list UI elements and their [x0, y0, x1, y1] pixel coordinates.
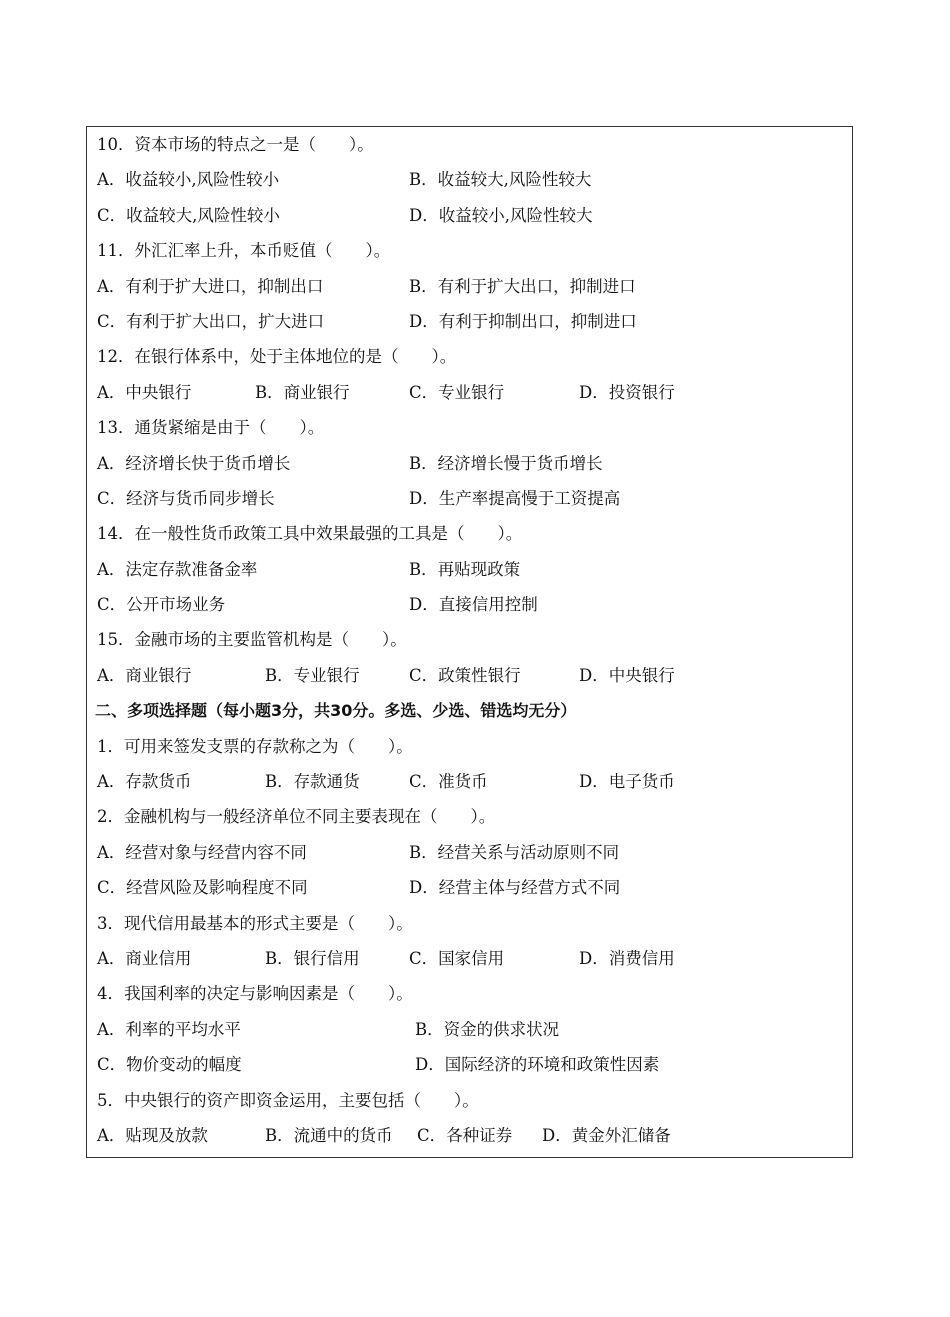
option-d[interactable]: D．消费信用: [579, 948, 675, 968]
option-c[interactable]: C．准货币: [409, 772, 488, 792]
option-b[interactable]: B．再贴现政策: [409, 559, 521, 579]
options-row: [95, 552, 845, 587]
option-a[interactable]: A．法定存款准备金率: [97, 559, 258, 579]
question-stem: 3．现代信用最基本的形式主要是（ ）。: [97, 913, 413, 933]
option-a[interactable]: A．利率的平均水平: [97, 1019, 241, 1039]
option-a[interactable]: A．经营对象与经营内容不同: [97, 842, 307, 862]
options-row: [95, 162, 845, 197]
option-a[interactable]: A．贴现及放款: [97, 1125, 208, 1145]
options-row: [95, 304, 845, 339]
options-row: [95, 587, 845, 622]
option-d[interactable]: D．黄金外汇储备: [542, 1125, 671, 1145]
options-row: [95, 481, 845, 516]
option-d[interactable]: D．投资银行: [579, 382, 675, 402]
option-c[interactable]: C．有利于扩大出口，扩大进口: [97, 311, 325, 331]
question-stem: 15．金融市场的主要监管机构是（ ）。: [97, 630, 407, 650]
option-b[interactable]: B．专业银行: [265, 665, 360, 685]
option-b[interactable]: B．资金的供求状况: [415, 1019, 560, 1039]
option-d[interactable]: D．收益较小,风险性较大: [409, 205, 593, 225]
options-row: [95, 269, 845, 304]
options-row: [95, 658, 845, 693]
exam-content: [95, 127, 845, 1153]
option-b[interactable]: B．商业银行: [255, 382, 350, 402]
section-heading: 二、多项选择题（每小题3分，共30分。多选、少选、错选均无分）: [95, 701, 577, 721]
options-row: [95, 1047, 845, 1082]
option-b[interactable]: B．经营关系与活动原则不同: [409, 842, 620, 862]
question-stem: 12．在银行体系中，处于主体地位的是（ ）。: [97, 347, 457, 367]
option-a[interactable]: A．中央银行: [97, 382, 192, 402]
option-c[interactable]: C．经济与货币同步增长: [97, 488, 275, 508]
option-b[interactable]: B．经济增长慢于货币增长: [409, 453, 603, 473]
question-stem: 2．金融机构与一般经济单位不同主要表现在（ ）。: [97, 807, 496, 827]
option-b[interactable]: B．流通中的货币: [265, 1125, 393, 1145]
option-a[interactable]: A．有利于扩大进口，抑制出口: [97, 276, 324, 296]
option-b[interactable]: B．收益较大,风险性较大: [409, 170, 592, 190]
question-stem: 14．在一般性货币政策工具中效果最强的工具是（ ）。: [97, 524, 523, 544]
options-row: [95, 1012, 845, 1047]
option-c[interactable]: C．经营风险及影响程度不同: [97, 878, 308, 898]
question-stem: 4．我国利率的决定与影响因素是（ ）。: [97, 984, 413, 1004]
option-c[interactable]: C．国家信用: [409, 948, 505, 968]
options-row: [95, 375, 845, 410]
option-b[interactable]: B．有利于扩大出口，抑制进口: [409, 276, 636, 296]
question-stem: 5．中央银行的资产即资金运用，主要包括（ ）。: [97, 1090, 479, 1110]
option-c[interactable]: C．各种证券: [417, 1125, 513, 1145]
option-b[interactable]: B．银行信用: [265, 948, 360, 968]
option-a[interactable]: A．收益较小,风险性较小: [97, 170, 280, 190]
option-d[interactable]: D．有利于抑制出口，抑制进口: [409, 311, 637, 331]
option-d[interactable]: D．直接信用控制: [409, 595, 538, 615]
options-row: [95, 835, 845, 870]
options-row: [95, 764, 845, 799]
option-d[interactable]: D．生产率提高慢于工资提高: [409, 488, 621, 508]
options-row: [95, 870, 845, 905]
option-d[interactable]: D．国际经济的环境和政策性因素: [415, 1055, 660, 1075]
options-row: [95, 941, 845, 976]
option-d[interactable]: D．经营主体与经营方式不同: [409, 878, 621, 898]
options-row: [95, 446, 845, 481]
options-row: [95, 1118, 845, 1153]
option-c[interactable]: C．公开市场业务: [97, 595, 226, 615]
option-a[interactable]: A．存款货币: [97, 772, 192, 792]
option-c[interactable]: C．政策性银行: [409, 665, 521, 685]
option-a[interactable]: A．商业信用: [97, 948, 192, 968]
option-c[interactable]: C．收益较大,风险性较小: [97, 205, 280, 225]
option-a[interactable]: A．经济增长快于货币增长: [97, 453, 291, 473]
question-stem: 1．可用来签发支票的存款称之为（ ）。: [97, 736, 413, 756]
option-b[interactable]: B．存款通货: [265, 772, 360, 792]
option-c[interactable]: C．物价变动的幅度: [97, 1055, 242, 1075]
question-stem: 13．通货紧缩是由于（ ）。: [97, 418, 325, 438]
option-c[interactable]: C．专业银行: [409, 382, 505, 402]
question-stem: 11．外汇汇率上升，本币贬值（ ）。: [97, 241, 391, 261]
option-a[interactable]: A．商业银行: [97, 665, 192, 685]
question-stem: 10．资本市场的特点之一是（ ）。: [97, 135, 374, 154]
option-d[interactable]: D．中央银行: [579, 665, 675, 685]
options-row: [95, 198, 845, 233]
option-d[interactable]: D．电子货币: [579, 772, 675, 792]
